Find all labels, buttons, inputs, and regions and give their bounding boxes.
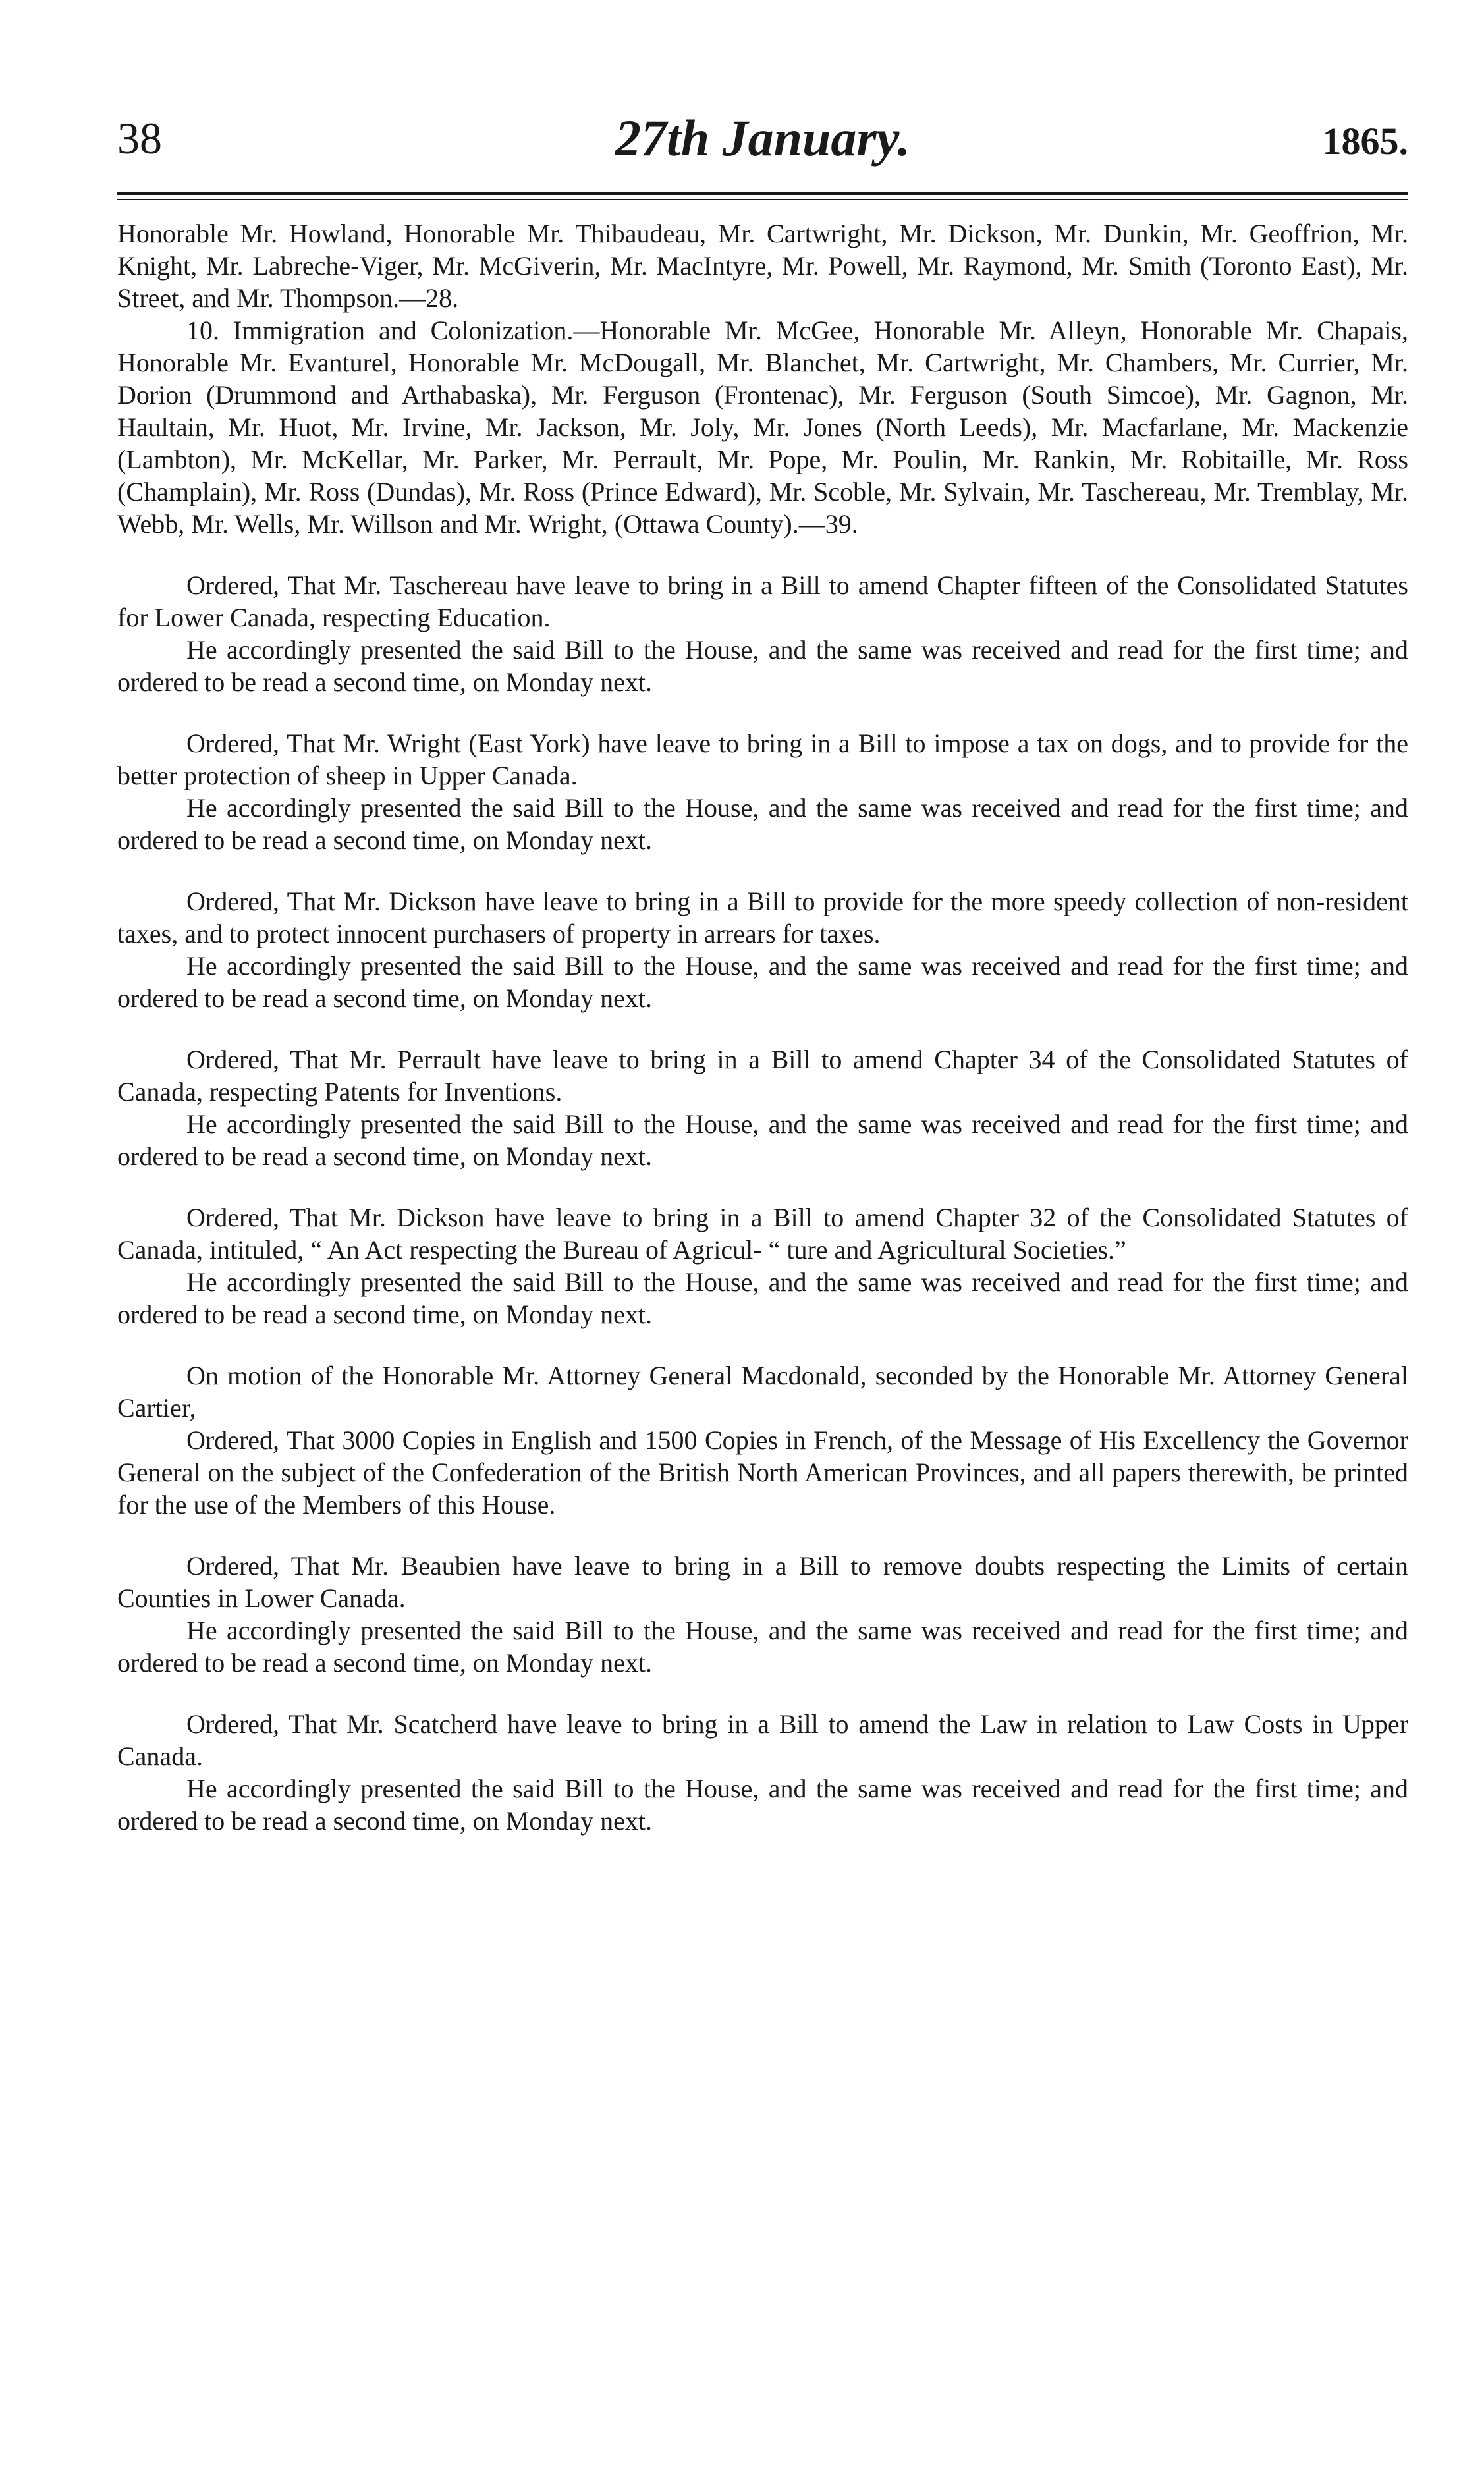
entry-order: Ordered, That Mr. Scatcherd have leave to bring in a Bill to amend the Law in relation to Law Costs in Upper Canada. — [117, 1709, 1408, 1771]
committee-immigration-text: 10. Immigration and Colonization.—Honorable Mr. McGee, Honorable Mr. Alleyn, Honorable Mr. Chapais, Honorable Mr. Evanturel, Honorable Mr. McDougall, Mr. Blanchet, Mr. Cartwright, Mr. Chambers, Mr. Currier, Mr. Dorion (Drummond and Arthabaska), Mr. Ferguson (Frontenac), Mr. Ferguson (South Simcoe), Mr. Gagnon, Mr. Haultain, Mr. Huot, Mr. Irvine, Mr. Jackson, Mr. Joly, Mr. Jones (North Leeds), Mr. Macfarlane, Mr. Mackenzie (Lambton), Mr. McKellar, Mr. Parker, Mr. Perrault, Mr. Pope, Mr. Poulin, Mr. Rankin, Mr. Robitaille, Mr. Ross (Champlain), Mr. Ross (Dundas), Mr. Ross (Prince Edward), Mr. Scoble, Mr. Sylvain, Mr. Taschereau, Mr. Tremblay, Mr. Webb, Mr. Wells, Mr. Willson and Mr. Wright, (Ottawa County).—39. — [117, 315, 1408, 539]
entry-presented: He accordingly presented the said Bill to the House, and the same was received and read for the first time; and ordered to be read a second time, on Monday next. — [117, 951, 1408, 1013]
committee-members-text: Honorable Mr. Howland, Honorable Mr. Thibaudeau, Mr. Cartwright, Mr. Dickson, Mr. Dunkin, Mr. Geoffrion, Mr. Knight, Mr. Labreche-Viger, Mr. McGiverin, Mr. MacIntyre, Mr. Powell, Mr. Raymond, Mr. Smith (Toronto East), Mr. Street, and Mr. Thompson.—28. — [117, 219, 1408, 313]
entry-order: Ordered, That Mr. Wright (East York) have leave to bring in a Bill to impose a tax on dogs, and to provide for the better protection of sheep in Upper Canada. — [117, 728, 1408, 790]
motion-message-printing — [117, 1359, 1408, 1521]
running-head — [117, 109, 1408, 184]
page-number: 38 — [117, 113, 162, 163]
entry-dickson-agriculture — [117, 1201, 1408, 1330]
entry-presented: He accordingly presented the said Bill to the House, and the same was received and read for the first time; and ordered to be read a second time, on Monday next. — [117, 1109, 1408, 1171]
entry-scatcherd — [117, 1708, 1408, 1837]
committee-continuation — [117, 217, 1408, 314]
entry-presented: He accordingly presented the said Bill to the House, and the same was received and read for the first time; and ordered to be read a second time, on Monday next. — [117, 1616, 1408, 1678]
entry-presented: He accordingly presented the said Bill to the House, and the same was received and read for the first time; and ordered to be read a second time, on Monday next. — [117, 1774, 1408, 1836]
entry-perrault — [117, 1043, 1408, 1172]
entry-order: Ordered, That Mr. Dickson have leave to bring in a Bill to provide for the more speedy collection of non-resident taxes, and to protect innocent purchasers of property in arrears for taxes. — [117, 887, 1408, 948]
entry-presented: He accordingly presented the said Bill to the House, and the same was received and read for the first time; and ordered to be read a second time, on Monday next. — [117, 1267, 1408, 1329]
journal-page — [117, 109, 1408, 1837]
page-title: 27th January. — [615, 109, 910, 167]
entry-order: Ordered, That Mr. Beaubien have leave to bring in a Bill to remove doubts respecting the Limits of certain Counties in Lower Canada. — [117, 1551, 1408, 1613]
entry-wright — [117, 727, 1408, 856]
header-double-rule — [117, 192, 1408, 200]
entry-dickson-taxes — [117, 885, 1408, 1014]
entry-presented: He accordingly presented the said Bill to the House, and the same was received and read for the first time; and ordered to be read a second time, on Monday next. — [117, 793, 1408, 855]
entry-order: Ordered, That Mr. Dickson have leave to bring in a Bill to amend Chapter 32 of the Consolidated Statutes of Canada, intituled, “ An Act respecting the Bureau of Agricul- “ ture and Agricultural Societies.” — [117, 1203, 1408, 1265]
entry-beaubien — [117, 1550, 1408, 1679]
entry-order: Ordered, That Mr. Taschereau have leave to bring in a Bill to amend Chapter fifteen of the Consolidated Statutes for Lower Canada, respecting Education. — [117, 570, 1408, 632]
entry-taschereau — [117, 569, 1408, 698]
entry-order: Ordered, That Mr. Perrault have leave to bring in a Bill to amend Chapter 34 of the Consolidated Statutes of Canada, respecting Patents for Inventions. — [117, 1045, 1408, 1107]
committee-immigration — [117, 314, 1408, 540]
motion-order: Ordered, That 3000 Copies in English and 1500 Copies in French, of the Message of His Excellency the Governor General on the subject of the Confederation of the British North American Provinces, and all papers therewith, be printed for the use of the Members of this House. — [117, 1425, 1408, 1519]
entry-presented: He accordingly presented the said Bill to the House, and the same was received and read for the first time; and ordered to be read a second time, on Monday next. — [117, 635, 1408, 697]
page-year: 1865. — [1322, 120, 1408, 163]
motion-intro: On motion of the Honorable Mr. Attorney General Macdonald, seconded by the Honorable Mr. Attorney General Cartier, — [117, 1361, 1408, 1423]
